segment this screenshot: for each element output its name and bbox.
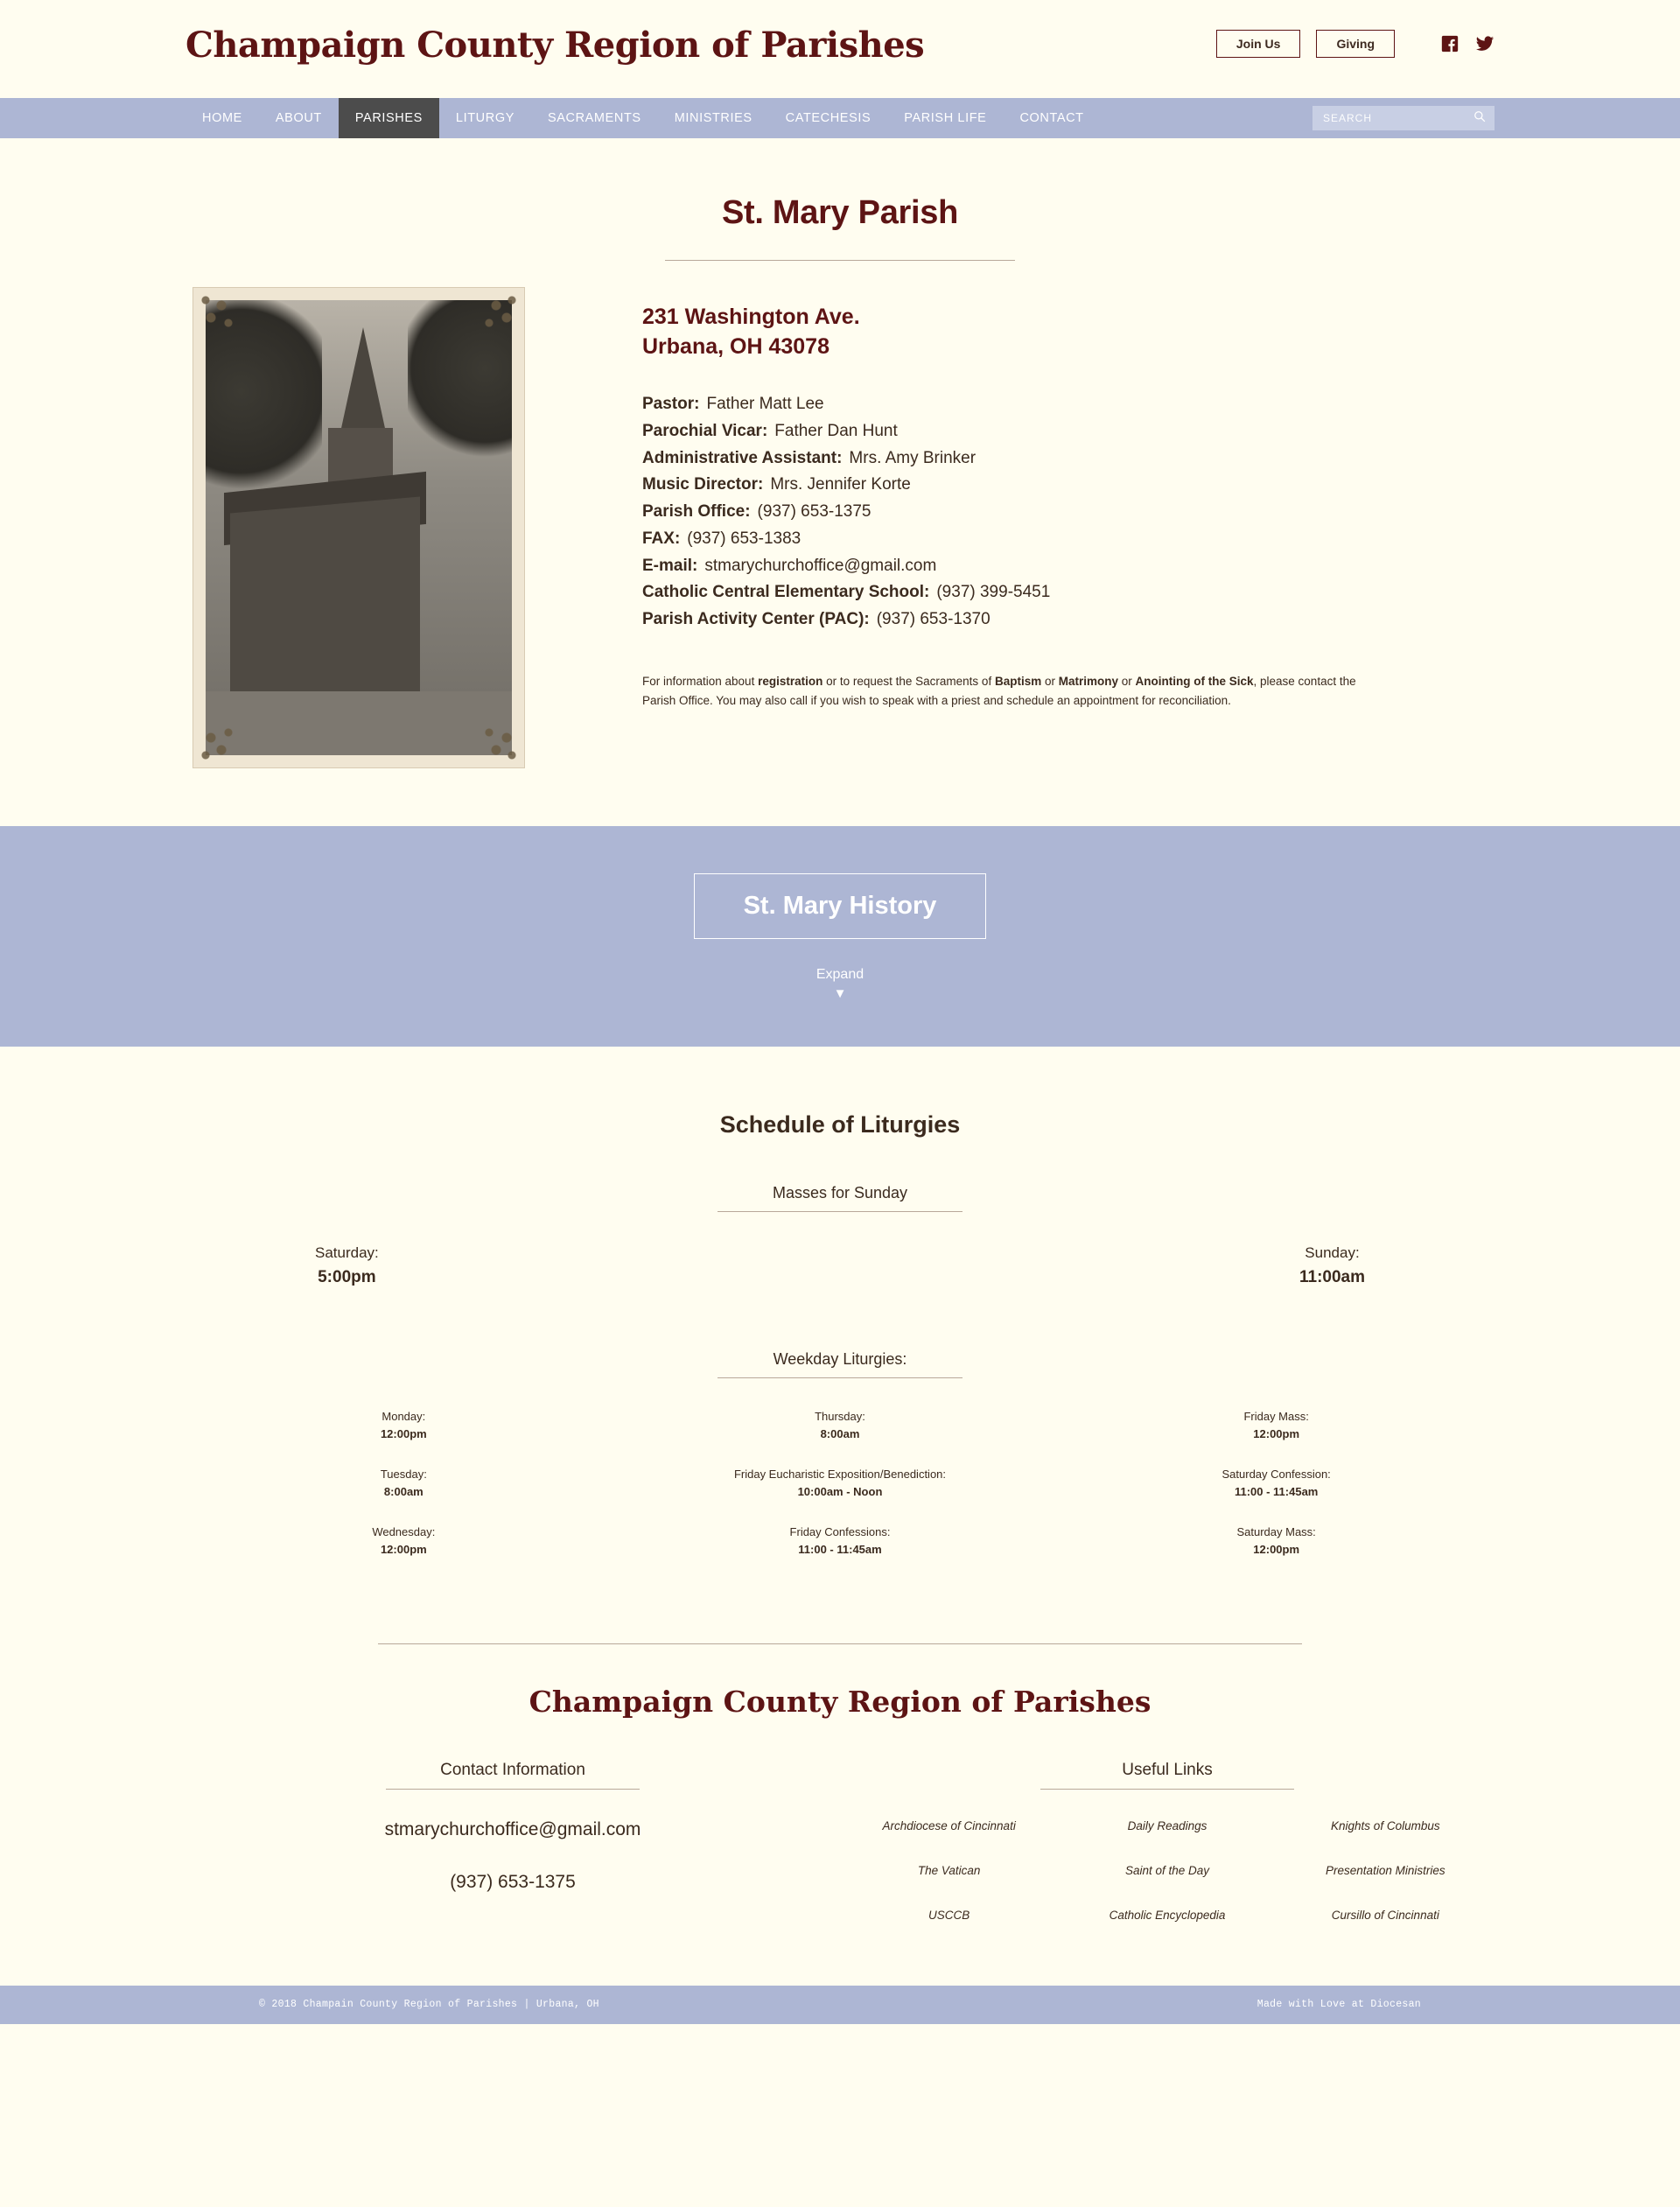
footer-divider	[378, 1643, 1302, 1644]
church-photo-frame	[192, 287, 525, 768]
footer-links-column	[840, 1761, 1494, 1924]
main-navigation	[0, 98, 1680, 138]
note-text: , please contact the Parish Office. You may also call if you wish to speak with a priest and schedule an appointment for reconciliation.	[642, 674, 1356, 707]
frame-corner-icon	[197, 717, 244, 764]
staff-label: Music Director:	[642, 475, 764, 494]
info-column	[536, 282, 1494, 768]
mass-day: Sunday:	[1305, 1244, 1360, 1261]
weekday-time: 10:00am - Noon	[797, 1485, 883, 1499]
contact-information-heading: Contact Information	[386, 1761, 640, 1790]
weekday-day: Saturday Confession:	[1222, 1468, 1331, 1482]
useful-links-heading: Useful Links	[1040, 1761, 1294, 1790]
mass-cell-sunday	[1299, 1242, 1365, 1291]
address-line-2: Urbana, OH 43078	[642, 333, 830, 359]
weekday-day: Friday Mass:	[1243, 1409, 1309, 1423]
schedule-section	[0, 1047, 1680, 1559]
frame-corner-icon	[473, 717, 521, 764]
staff-row-pac	[642, 606, 1494, 634]
weekday-cell-monday	[186, 1408, 622, 1443]
schedule-title: Schedule of Liturgies	[719, 1111, 961, 1138]
weekday-time: 12:00pm	[1253, 1543, 1300, 1557]
ground	[206, 691, 512, 755]
site-brand: Champaign County Region of Parishes	[186, 25, 925, 66]
staff-label: Parochial Vicar:	[642, 421, 768, 440]
history-band	[0, 826, 1680, 1047]
weekday-cell-friday-confessions	[622, 1524, 1059, 1559]
weekday-day: Friday Eucharistic Exposition/Benediction:	[733, 1468, 947, 1482]
join-us-button[interactable]: Join Us	[1216, 30, 1301, 58]
weekday-day: Monday:	[382, 1409, 426, 1423]
staff-row-parochial-vicar	[642, 418, 1494, 445]
staff-value: (937) 653-1383	[687, 529, 802, 548]
staff-label: Catholic Central Elementary School:	[642, 583, 930, 602]
page-title: St. Mary Parish	[721, 194, 959, 231]
sacraments-note	[642, 672, 1368, 711]
mass-time: 5:00pm	[318, 1268, 376, 1287]
weekday-time: 8:00am	[820, 1426, 860, 1440]
staff-label: Parish Office:	[642, 502, 751, 522]
staff-row-school	[642, 579, 1494, 606]
note-bold-anointing: Anointing of the Sick	[1135, 674, 1254, 688]
weekday-cell-wednesday	[186, 1524, 622, 1559]
nav-item-liturgy[interactable]: LITURGY	[455, 111, 514, 125]
footer-brand: Champaign County Region of Parishes	[528, 1684, 1152, 1719]
useful-links-grid	[840, 1819, 1494, 1922]
staff-row-email	[642, 553, 1494, 580]
frame-corner-icon	[197, 291, 244, 339]
staff-value: (937) 653-1370	[876, 610, 990, 629]
link-saint-of-the-day[interactable]: Saint of the Day	[1124, 1863, 1210, 1877]
footer-columns	[0, 1719, 1680, 1924]
giving-button[interactable]: Giving	[1316, 30, 1395, 58]
staff-value[interactable]: stmarychurchoffice@gmail.com	[704, 556, 937, 575]
staff-value: (937) 653-1375	[757, 502, 872, 522]
weekday-liturgies-grid	[186, 1408, 1494, 1559]
weekday-time: 11:00 - 11:45am	[1234, 1485, 1319, 1499]
link-catholic-encyclopedia[interactable]: Catholic Encyclopedia	[1109, 1908, 1226, 1922]
note-text: or	[1118, 674, 1136, 688]
mass-time: 11:00am	[1298, 1268, 1365, 1287]
weekday-day: Saturday Mass:	[1236, 1525, 1316, 1539]
staff-value: Mrs. Amy Brinker	[849, 448, 976, 467]
church-body	[230, 497, 420, 723]
link-usccb[interactable]: USCCB	[928, 1908, 970, 1922]
weekday-day: Friday Confessions:	[789, 1525, 891, 1539]
weekday-liturgies-heading: Weekday Liturgies:	[718, 1350, 962, 1378]
staff-list	[642, 391, 1494, 634]
frame-corner-icon	[473, 291, 521, 339]
staff-value: Father Matt Lee	[706, 395, 824, 413]
mass-cell-saturday	[315, 1242, 379, 1291]
weekday-day: Thursday:	[815, 1409, 865, 1423]
weekday-time: 11:00 - 11:45am	[798, 1543, 882, 1557]
staff-row-parish-office	[642, 499, 1494, 526]
link-presentation-ministries[interactable]: Presentation Ministries	[1326, 1863, 1446, 1877]
staff-row-fax	[642, 526, 1494, 553]
weekday-cell-thursday	[622, 1408, 1059, 1443]
nav-item-parish-life[interactable]: PARISH LIFE	[904, 111, 987, 125]
weekday-time: 8:00am	[383, 1485, 424, 1499]
footer-phone[interactable]: (937) 653-1375	[450, 1871, 576, 1892]
footer-contact-column	[186, 1761, 840, 1924]
search-box[interactable]	[1312, 106, 1494, 130]
staff-label: E-mail:	[642, 556, 698, 575]
note-bold-baptism: Baptism	[994, 674, 1042, 688]
staff-value: Mrs. Jennifer Korte	[770, 475, 911, 494]
note-text: For information about	[642, 674, 759, 688]
nav-item-contact[interactable]: CONTACT	[1019, 111, 1084, 125]
link-archdiocese-of-cincinnati[interactable]: Archdiocese of Cincinnati	[882, 1818, 1016, 1832]
sunday-masses-row	[186, 1242, 1494, 1291]
footer-email[interactable]: stmarychurchoffice@gmail.com	[384, 1818, 641, 1839]
title-divider	[665, 260, 1015, 261]
search-input[interactable]	[1321, 111, 1474, 125]
staff-label: Administrative Assistant:	[642, 448, 843, 467]
site-header	[0, 0, 1680, 98]
staff-row-admin-assistant	[642, 445, 1494, 473]
search-icon[interactable]	[1474, 110, 1486, 127]
note-text: or	[1041, 674, 1059, 688]
staff-value: Father Dan Hunt	[774, 421, 898, 440]
parish-address	[642, 303, 1494, 361]
st-mary-history-button[interactable]: St. Mary History	[694, 873, 987, 939]
weekday-time: 12:00pm	[1253, 1426, 1300, 1440]
expand-label[interactable]: Expand	[816, 967, 864, 982]
nav-item-home[interactable]: HOME	[202, 111, 242, 125]
weekday-cell-tuesday	[186, 1466, 622, 1501]
staff-row-music-director	[642, 472, 1494, 499]
staff-label: FAX:	[642, 529, 681, 548]
weekday-day: Tuesday:	[380, 1468, 427, 1482]
weekday-cell-friday-exposition	[622, 1466, 1059, 1501]
facebook-icon[interactable]	[1440, 34, 1460, 53]
address-line-1: 231 Washington Ave.	[642, 305, 860, 329]
parish-info-section	[0, 282, 1680, 768]
staff-row-pastor	[642, 391, 1494, 418]
church-photo	[206, 300, 512, 755]
mass-day: Saturday:	[315, 1244, 379, 1261]
chevron-down-icon[interactable]: ▼	[833, 986, 847, 1001]
link-daily-readings[interactable]: Daily Readings	[1127, 1818, 1208, 1832]
copyright-text: © 2018 Champain County Region of Parishes | Urbana, OH	[259, 1999, 599, 2011]
church-spire	[340, 327, 386, 432]
weekday-cell-friday-mass	[1058, 1408, 1494, 1443]
social-links	[1440, 34, 1494, 53]
copyright-bar	[0, 1986, 1680, 2024]
weekday-cell-saturday-mass	[1058, 1524, 1494, 1559]
note-text: or to request the Sacraments of	[822, 674, 995, 688]
staff-label: Pastor:	[642, 395, 700, 413]
staff-label: Parish Activity Center (PAC):	[642, 610, 870, 629]
photo-column	[186, 282, 536, 768]
note-bold-matrimony: Matrimony	[1058, 674, 1118, 688]
nav-item-ministries[interactable]: MINISTRIES	[674, 111, 752, 125]
nav-item-sacraments[interactable]: SACRAMENTS	[547, 111, 641, 125]
sunday-masses-heading: Masses for Sunday	[718, 1184, 962, 1212]
nav-item-catechesis[interactable]: CATECHESIS	[785, 111, 872, 125]
link-the-vatican[interactable]: The Vatican	[917, 1863, 981, 1877]
nav-item-parishes[interactable]: PARISHES	[339, 98, 439, 138]
staff-value: (937) 399-5451	[936, 583, 1051, 602]
made-by-text[interactable]: Made with Love at Diocesan	[1256, 1999, 1421, 2011]
weekday-day: Wednesday:	[372, 1525, 436, 1539]
note-bold-registration: registration	[758, 674, 823, 688]
weekday-time: 12:00pm	[380, 1543, 427, 1557]
header-actions	[1216, 30, 1494, 58]
link-knights-of-columbus[interactable]: Knights of Columbus	[1331, 1818, 1440, 1832]
weekday-time: 12:00pm	[380, 1426, 427, 1440]
nav-item-about[interactable]: ABOUT	[275, 111, 322, 125]
twitter-icon[interactable]	[1475, 34, 1494, 53]
weekday-cell-saturday-confession	[1058, 1466, 1494, 1501]
link-cursillo-of-cincinnati[interactable]: Cursillo of Cincinnati	[1331, 1908, 1439, 1922]
